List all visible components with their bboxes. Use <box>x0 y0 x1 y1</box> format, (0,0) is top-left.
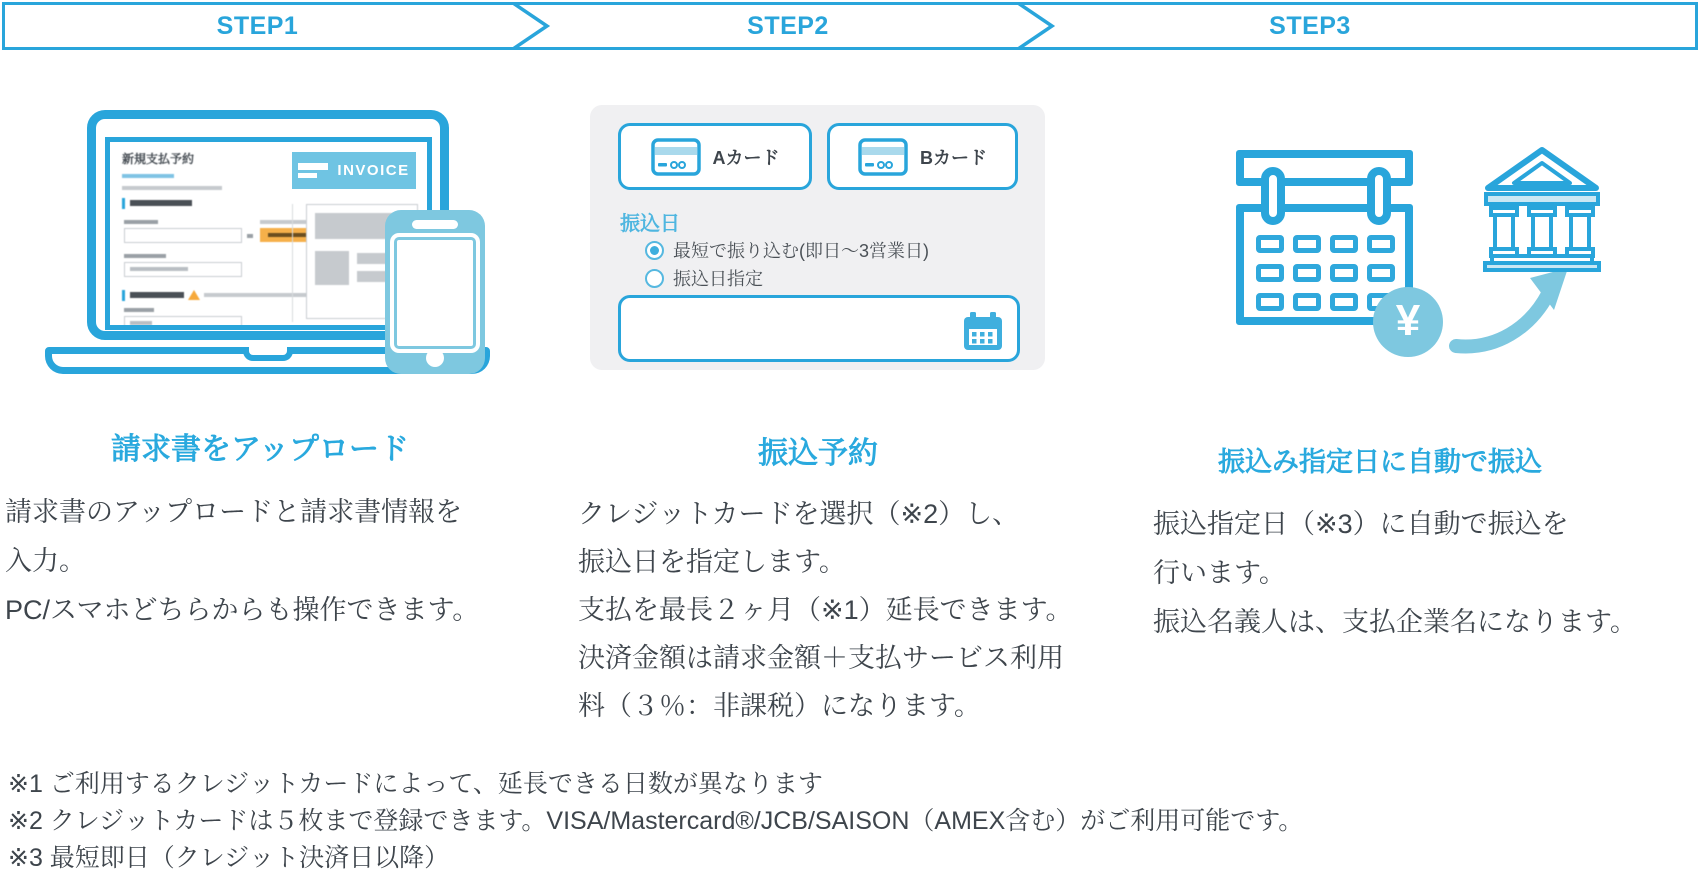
calendar-day-cell <box>1256 235 1284 253</box>
phone-speaker <box>412 220 458 229</box>
transfer-arrow-icon <box>1448 266 1576 358</box>
mock-preview-bar <box>315 251 349 285</box>
calendar-day-cell <box>1293 235 1321 253</box>
step2-booking-panel <box>590 105 1045 370</box>
card-a-label: Aカード <box>712 147 780 168</box>
mock-field-label-bar <box>124 254 166 258</box>
step1-description-line: 請求書のアップロードと請求書情報を <box>5 497 463 527</box>
calendar-day-cell <box>1330 293 1358 311</box>
calendar-day-cell <box>1293 264 1321 282</box>
radio-earliest-transfer[interactable] <box>645 237 929 263</box>
step3-description <box>1153 500 1637 647</box>
step1-laptop-illustration <box>45 110 490 375</box>
calendar-ring <box>1367 167 1391 225</box>
invoice-badge <box>292 152 416 189</box>
calendar-day-cell <box>1293 293 1321 311</box>
mock-field-label-bar <box>124 220 158 224</box>
step2-description <box>578 490 1072 730</box>
footnote-2: ※2 クレジットカードは５枚まで登録できます。VISA/Mastercard®/JCB/SAISON（AMEX含む）がご利用可能です。 <box>8 807 1304 835</box>
mock-section-title-bar <box>130 200 192 206</box>
yen-circle-icon: ¥ <box>1373 287 1443 357</box>
radio-unselected-icon <box>645 269 664 288</box>
radio-specified-label: 振込日指定 <box>673 269 763 289</box>
mock-form-title: 新規支払予約 <box>122 152 195 166</box>
invoice-document-icon <box>298 163 328 178</box>
step3-description-line: 振込名義人は、支払企業名になります。 <box>1153 607 1637 637</box>
step2-description-line: 支払を最長２ヶ月（※1）延長できます。 <box>578 595 1073 625</box>
phone-home-button <box>426 349 444 367</box>
card-b-button[interactable] <box>827 123 1018 190</box>
calendar-day-cell <box>1330 235 1358 253</box>
calendar-day-cell <box>1256 264 1284 282</box>
card-b-label: Bカード <box>920 147 987 168</box>
radio-specified-date[interactable] <box>645 265 763 291</box>
calendar-icon[interactable] <box>962 312 1004 352</box>
step-chevron-separators <box>5 5 1695 47</box>
radio-selected-icon <box>645 241 664 260</box>
mock-section-title-bar <box>130 292 184 298</box>
mock-unit-bar <box>247 234 253 238</box>
phone-screen <box>394 237 476 349</box>
footnote-1: ※1 ご利用するクレジットカードによって、延長できる日数が異なります <box>8 770 823 798</box>
calendar-day-cell <box>1330 264 1358 282</box>
step2-description-line: 料（３％：非課税）になります。 <box>578 691 981 721</box>
step2-description-line: 振込日を指定します。 <box>578 547 846 577</box>
transfer-date-input-field[interactable] <box>631 308 961 351</box>
calendar-day-cell <box>1367 264 1395 282</box>
calendar-day-cell <box>1367 235 1395 253</box>
step1-description-line: 入力。 <box>5 546 86 576</box>
mock-input-text-bar <box>130 321 152 325</box>
mock-field-label-bar <box>124 308 154 312</box>
step1-label: STEP1 <box>216 12 299 40</box>
credit-card-icon <box>858 138 908 176</box>
invoice-badge-label: INVOICE <box>337 162 410 179</box>
step3-label: STEP3 <box>1269 12 1351 40</box>
calendar-day-cell <box>1256 293 1284 311</box>
transfer-date-section-label: 振込日 <box>620 213 680 235</box>
warning-triangle-icon <box>188 290 200 300</box>
step1-description <box>5 488 479 635</box>
credit-card-icon <box>651 138 701 176</box>
calendar-ring <box>1261 167 1285 225</box>
mock-input-text-bar <box>130 267 188 271</box>
step2-description-line: クレジットカードを選択（※2）し、 <box>578 499 1020 529</box>
mock-input-field <box>124 228 242 243</box>
step3-heading: 振込み指定日に自動で振込 <box>1218 447 1542 477</box>
mock-section-header <box>122 198 202 209</box>
step2-label: STEP2 <box>747 12 829 40</box>
bank-icon <box>1482 146 1602 272</box>
transfer-date-input[interactable] <box>618 295 1020 362</box>
step3-description-line: 行います。 <box>1153 558 1286 588</box>
mock-link-bar <box>122 174 174 178</box>
mock-divider <box>292 204 293 322</box>
footnote-3: ※3 最短即日（クレジット決済日以降） <box>8 844 450 872</box>
laptop-base-notch <box>243 347 293 361</box>
step1-description-line: PC/スマホどちらからも操作できます。 <box>5 595 480 625</box>
footnotes <box>8 766 1303 877</box>
card-a-button[interactable] <box>618 123 812 190</box>
step3-description-line: 振込指定日（※3）に自動で振込を <box>1153 509 1569 539</box>
smartphone-illustration <box>385 210 485 374</box>
step2-description-line: 決済金額は請求金額＋支払サービス利用 <box>578 643 1064 673</box>
step-progress-bar <box>2 2 1698 50</box>
radio-earliest-label: 最短で振り込む(即日〜3営業日) <box>673 241 929 261</box>
step2-heading: 振込予約 <box>758 437 878 470</box>
mock-text-bar <box>122 186 222 190</box>
step1-heading: 請求書をアップロード <box>111 433 409 466</box>
mock-section-header <box>122 290 192 301</box>
